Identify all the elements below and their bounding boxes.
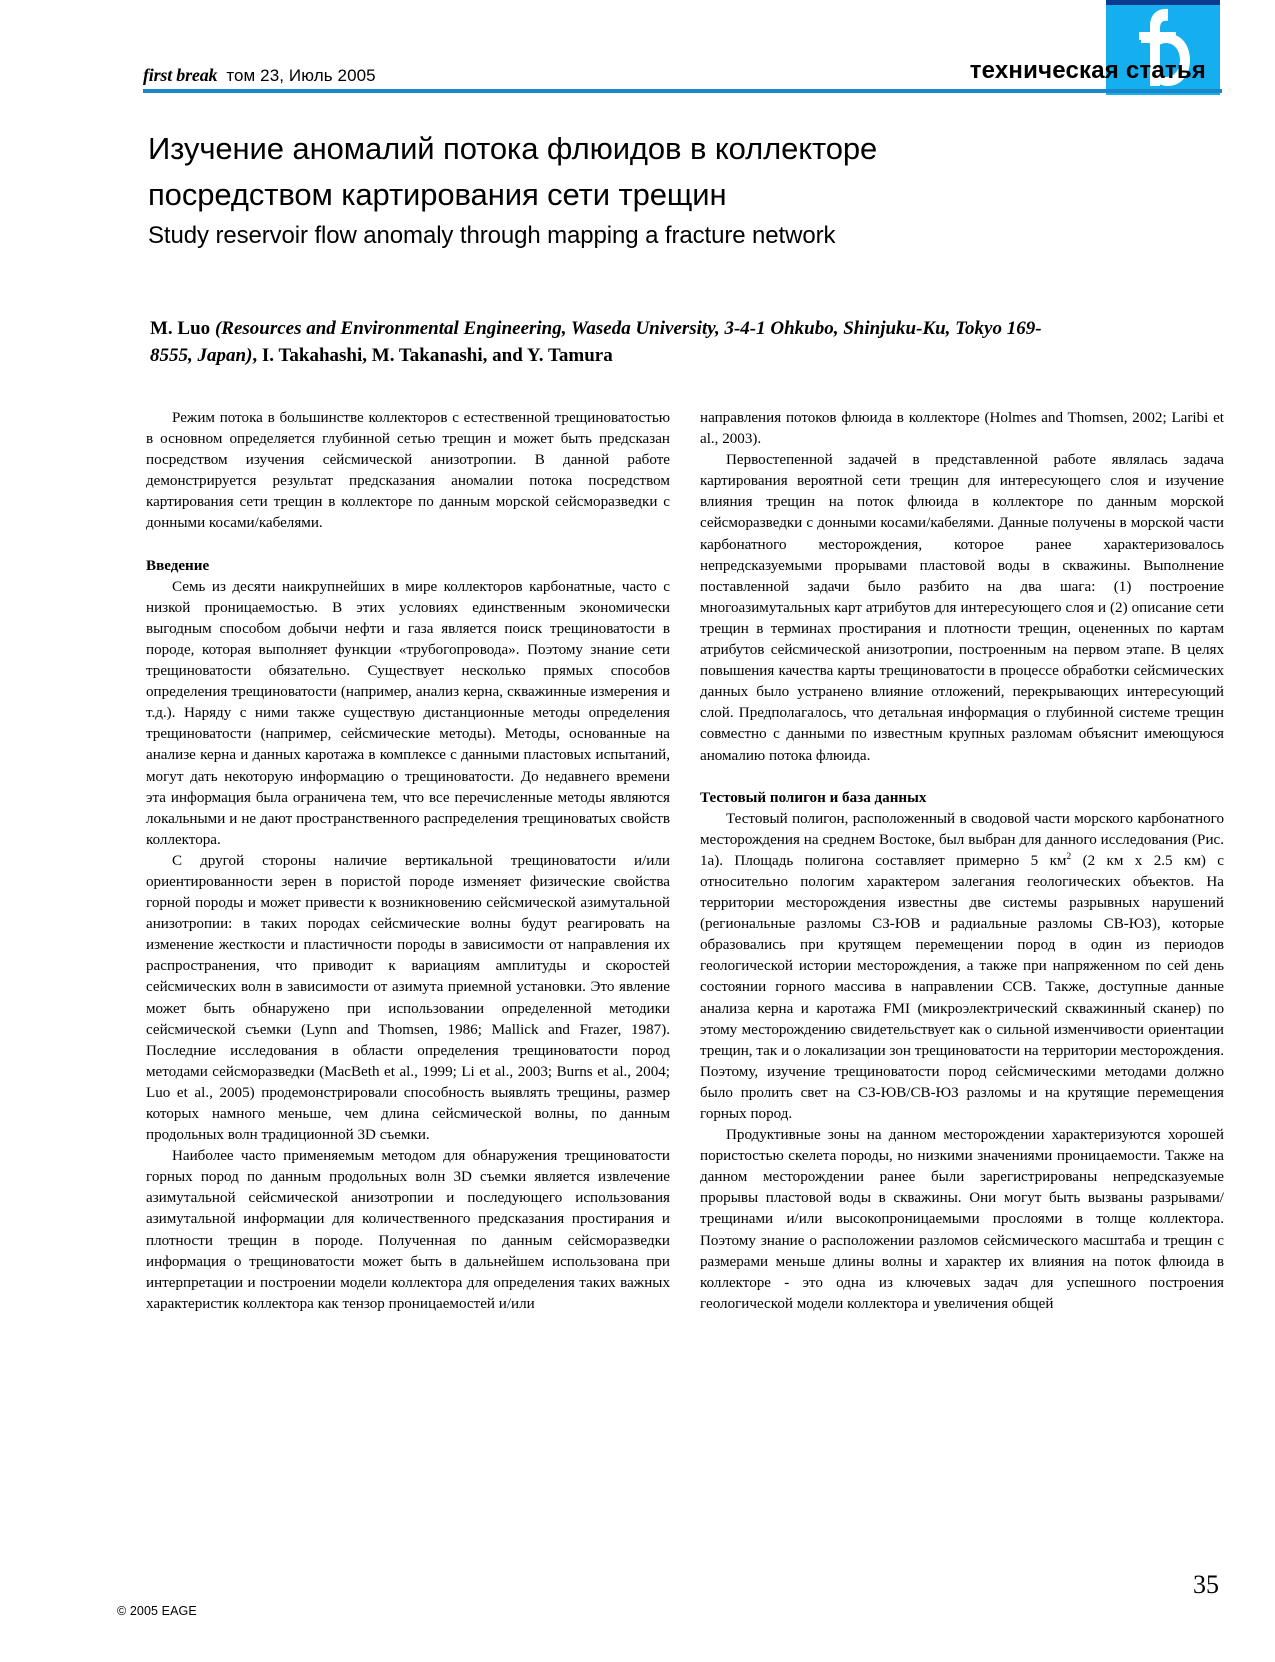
header-rule — [143, 89, 1222, 93]
page-number: 35 — [1193, 1570, 1219, 1599]
left-column — [146, 408, 670, 1518]
abstract-paragraph: Режим потока в большинстве коллекторов с естественной трещиноватостью в основном определяется глубинной сетью трещин и может быть предсказан посредством изучения сейсмической анизотропии. В данной работе демонстрируется результат предсказания аномалии потока посредством картирования сети трещин в коллекторе по данным морской сейсморазведки с донными косами/кабелями. — [146, 410, 670, 532]
productive-zones-paragraph: Продуктивные зоны на данном месторождении характеризуются хорошей пористостью скелета породы, но низкими значениями проницаемости. Также на данном месторождении ранее были зарегистрированы непредсказуемые прорывы пластовой воды в скважины. Они могут быть вызваны разрывами/трещинами и/или высокопроницаемыми прослоями в толще коллектора. Поэтому знание о расположении разломов сейсмического масштаба и трещин с размерами меньше длины волны и характер их влияния на поток флюида в коллекторе - это одна из ключевых задач для успешного построения геологической модели коллектора и увеличения общей — [700, 1127, 1224, 1312]
continued-paragraph: направления потоков флюида в коллекторе (Holmes and Thomsen, 2002; Laribi et al., 2003). — [700, 410, 1224, 448]
intro-paragraph-1: Семь из десяти наикрупнейших в мире коллекторов карбонатные, часто с низкой проницаемостью. В этих условиях единственным экономически выгодным способом добычи нефти и газа является поиск трещиноватости в породе, которая выполняет функции «трубогопровода». Поэтому знание сети трещиноватости обязательно. Существует несколько прямых способов определения трещиноватости (например, анализ керна, скважинные измерения и т.д.). Наряду с ними также существую дистанционные методы определения трещиноватости (например, сейсмические методы). Методы, основанные на анализе керна и данных каротажа в комплексе с данными пластовых испытаний, могут дать некоторую информацию о трещиноватости. До недавнего времени эта информация была ограничена тем, что все перечисленные методы являются локальными и не дают пространственного распределения трещиноватых свойств коллектора. — [146, 578, 670, 848]
author-list — [150, 315, 1055, 369]
test-site-text-b: (2 км x 2.5 км) с относительно пологим характером залегания геологических объектов. На территории месторождения известны две системы разрывных нарушений (региональные разломы СЗ-ЮВ и радиальные разломы СВ-ЮЗ), которые образовались при крутящем перемещении пород в один из периодов геологической истории месторождения, а также при напряженном по сей день состоянии горного массива в направлении ССВ. Также, доступные данные анализа керна и каротажа FMI (микроэлектрический скважинный сканер) по этому месторождению свидетельствует как о сильной изменчивости ориентации трещин, так и о локализации зон трещиноватости на территории месторождения. Поэтому, изучение трещиноватости пород сейсмическими методами должно было пролить свет на СЗ-ЮВ/СВ-ЮЗ разломы и на крутящие перемещения горных пород. — [700, 852, 1224, 1122]
right-column — [700, 408, 1224, 1518]
test-site-paragraph — [700, 809, 1224, 1125]
heading-introduction: Введение — [146, 557, 210, 574]
copyright-notice: © 2005 EAGE — [117, 1604, 197, 1618]
page-title-ru-line2: посредством картирования сети трещин — [148, 177, 727, 212]
page-title-ru-line1: Изучение аномалий потока флюидов в коллекторе — [148, 131, 878, 166]
page-title-en: Study reservoir flow anomaly through mapping a fracture network — [148, 222, 836, 249]
test-site-text-a: Тестовый полигон, расположенный в сводовой части морского карбонатного месторождения на среднем Востоке, был выбран для данного исследования (Рис. 1a). Площадь полигона составляет примерно 5 км — [700, 810, 1224, 869]
author-lead: M. Luo — [150, 318, 215, 339]
objectives-paragraph: Первостепенной задачей в представленной работе являлась задача картирования вероятной сети трещин для интересующего слоя и изучение влияния трещин на поток флюида в коллекторе по данным морской сейсморазведки с донными косами/кабелями. Данные получены в морской части карбонатного месторождения, которое ранее характеризовалось непредсказуемыми прорывами пластовой воды в скважины. Выполнение поставленной задачи было разбито на два шага: (1) построение многоазимутальных карт атрибутов для интересующего слоя и (2) описание сети трещин в терминах простирания и плотности трещин, оцененных по картам атрибутов сейсмической анизотропии, построенным на первом этапе. В целях повышения качества карты трещиноватости в процессе обработки сейсмических данных было устранено влияние отложений, перекрывающих интересующий слой. Предполагалось, что детальная информация о глубинной системе трещин совместно с данными по известным крупных разломам объяснит имеющуюся аномалию потока флюида. — [700, 452, 1224, 764]
issue-info: том 23, Июль 2005 — [226, 66, 376, 85]
heading-test-site: Тестовый полигон и база данных — [700, 789, 927, 806]
intro-paragraph-2: С другой стороны наличие вертикальной трещиноватости и/или ориентированности зерен в пористой породе изменяет физические свойства горной породы и может привести к возникновению сейсмической азимутальной анизотропии: в таких породах сейсмические волны будут реагировать на изменение жесткости и пластичности породы в зависимости от направления их распространения, что приводит к вариациям амплитуды и скоростей сейсмических волн в зависимости от азимута приемной установки. Это явление может быть обнаружено при использовании определенной методики сейсмической съемки (Lynn and Thomsen, 1986; Mallick and Frazer, 1987). Последние исследования в области определения трещиноватости пород методами сейсморазведки (MacBeth et al., 1999; Li et al., 2003; Burns et al., 2004; Luo et al., 2005) продемонстрировали способность выявлять трещины, размер которых намного меньше, чем длина сейсмической волны, по данным продольных волн традиционной 3D съемки. — [146, 852, 670, 1144]
author-affiliation: (Resources and Environmental Engineering, Waseda University, 3-4-1 Ohkubo, Shinjuku-Ku, Tokyo 169-8555, Japan) — [150, 318, 1042, 366]
running-head — [143, 52, 1220, 86]
masthead-left-group — [143, 65, 376, 86]
author-others: , I. Takahashi, M. Takanashi, and Y. Tamura — [252, 345, 613, 366]
section-label: техническая статья — [969, 57, 1206, 84]
title-block — [148, 126, 1048, 251]
journal-name: first break — [143, 65, 218, 85]
body-columns — [146, 408, 1224, 1518]
intro-paragraph-3: Наиболее часто применяемым методом для обнаружения трещиноватости горных пород по данным продольных волн 3D съемки является извлечение азимутальной сейсмической анизотропии и последующего использования азимутальной информации для количественного предсказания простирания и плотности трещин в породе. Полученная по данным сейсморазведки информация о трещиноватости может быть в дальнейшем использована при интерпретации и построении модели коллектора для определения таких важных характеристик коллектора как тензор проницаемостей и/или — [146, 1148, 670, 1312]
square-superscript: 2 — [1066, 851, 1072, 862]
